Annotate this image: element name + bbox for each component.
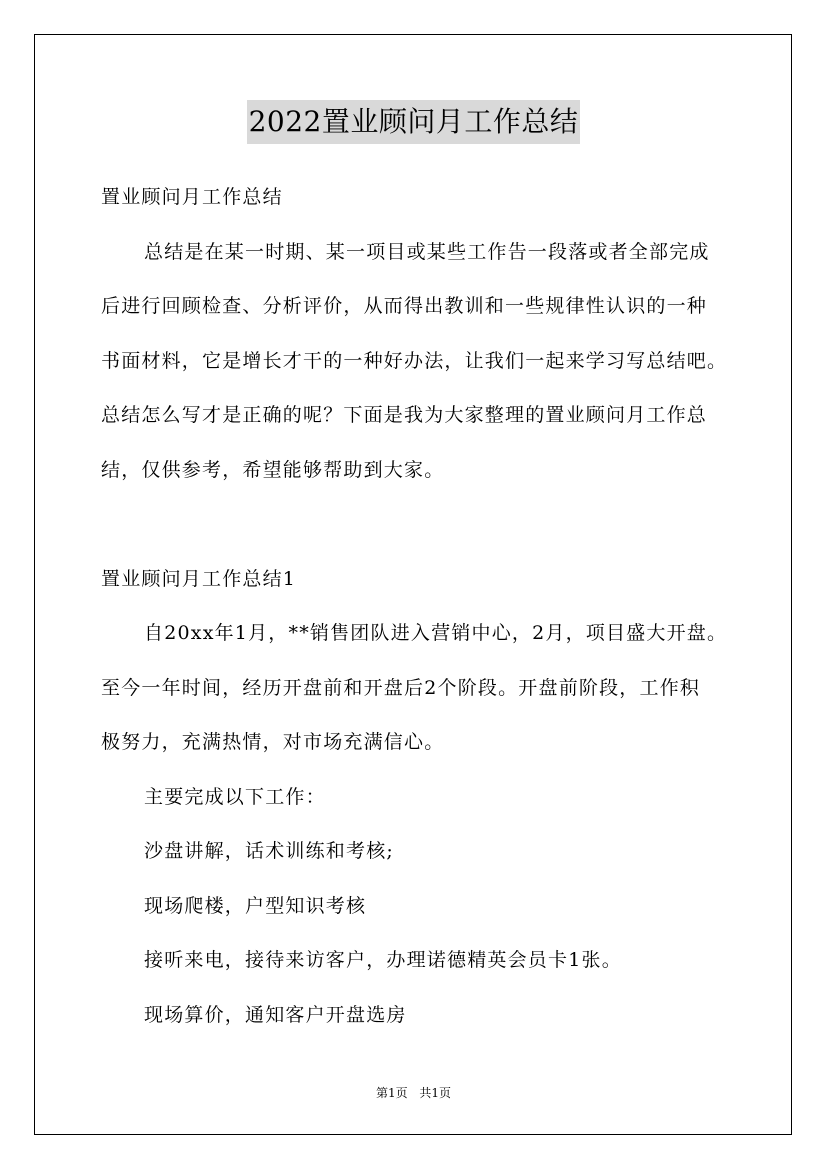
task-item-4: 现场算价，通知客户开盘选房 — [144, 1003, 407, 1026]
page-total: 共1页 — [419, 1086, 452, 1100]
page-footer — [0, 1083, 827, 1103]
page-number: 第1页 — [375, 1086, 408, 1100]
section-line-1: 自20xx年1月，**销售团队进入营销中心，2月，项目盛大开盘。 — [144, 622, 728, 644]
subtitle: 置业顾问月工作总结 — [101, 186, 283, 208]
section-heading: 置业顾问月工作总结1 — [101, 567, 297, 590]
title-container — [0, 100, 827, 144]
tasks-heading: 主要完成以下工作： — [144, 785, 326, 808]
section-line-2: 至今一年时间，经历开盘前和开盘后2个阶段。开盘前阶段，工作积 — [101, 676, 701, 699]
task-item-3: 接听来电，接待来访客户，办理诺德精英会员卡1张。 — [144, 949, 622, 971]
intro-line-2: 后进行回顾检查、分析评价，从而得出教训和一些规律性认识的一种 — [101, 295, 708, 317]
task-item-2: 现场爬楼，户型知识考核 — [144, 894, 367, 917]
intro-line-5: 结，仅供参考，希望能够帮助到大家。 — [101, 458, 445, 481]
task-item-1: 沙盘讲解，话术训练和考核; — [144, 840, 395, 862]
intro-line-1: 总结是在某一时期、某一项目或某些工作告一段落或者全部完成 — [144, 240, 710, 263]
document-body — [101, 170, 741, 1042]
section-line-3: 极努力，充满热情，对市场充满信心。 — [101, 731, 445, 753]
paragraph-gap — [101, 497, 741, 552]
intro-line-3: 书面材料，它是增长才干的一种好办法，让我们一起来学习写总结吧。 — [101, 349, 728, 372]
intro-line-4: 总结怎么写才是正确的呢？下面是我为大家整理的置业顾问月工作总 — [101, 404, 708, 426]
document-title: 2022置业顾问月工作总结 — [247, 100, 581, 144]
